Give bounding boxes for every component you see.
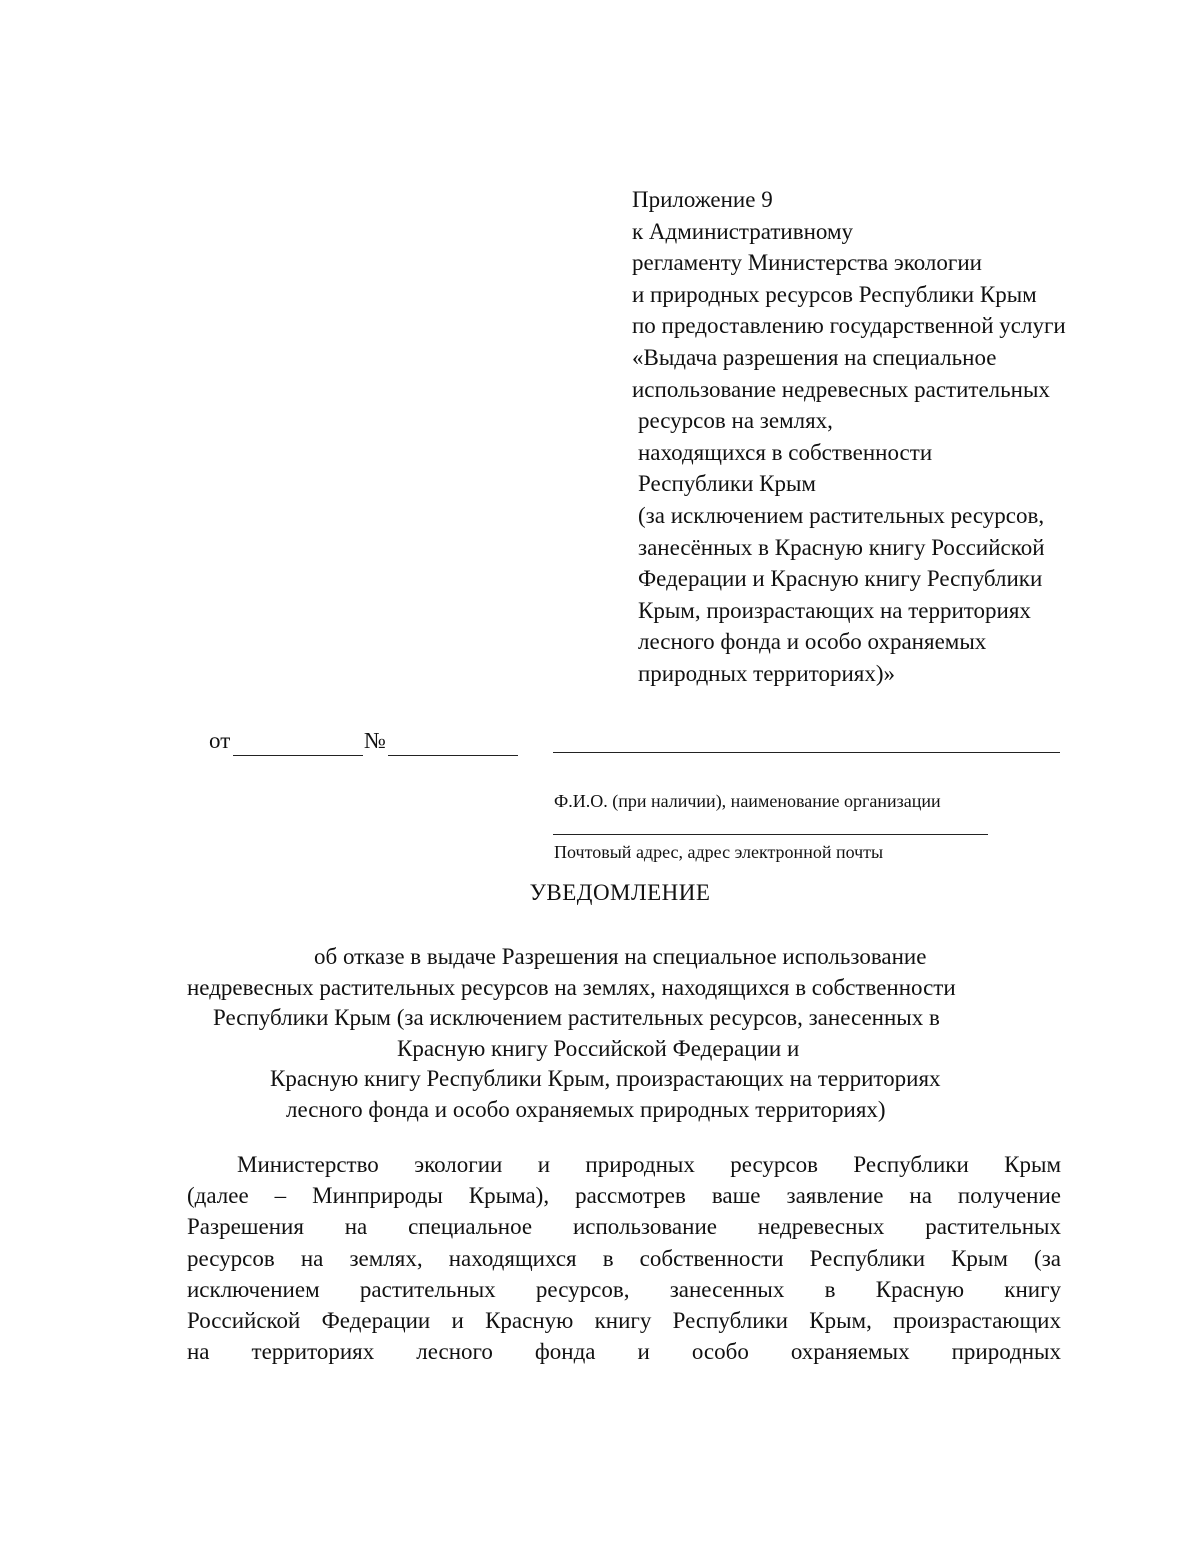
recipient-name-blank: [553, 752, 1060, 753]
appendix-line: занесённых в Красную книгу Российской: [638, 534, 1045, 560]
date-label: от: [209, 728, 231, 753]
subject-line: об отказе в выдаче Разрешения на специальное использование: [314, 944, 927, 969]
body-line: Российской Федерации и Красную книгу Республики Крым, произрастающих: [187, 1308, 1061, 1334]
recipient-name-caption: Ф.И.О. (при наличии), наименование организации: [554, 791, 941, 811]
notice-subject: [150, 942, 1100, 1126]
appendix-line: регламенту Министерства экологии: [632, 250, 982, 276]
body-line: на территориях лесного фонда и особо охраняемых природных: [187, 1339, 1061, 1365]
appendix-line: ресурсов на землях,: [638, 408, 833, 434]
appendix-line: использование недревесных растительных: [632, 376, 1050, 402]
appendix-line: «Выдача разрешения на специальное: [632, 344, 997, 370]
subject-line: недревесных растительных ресурсов на землях, находящихся в собственности: [187, 974, 956, 1000]
number-label: №: [364, 728, 386, 753]
subject-line: Красную книгу Республики Крым, произрастающих на территориях: [270, 1066, 941, 1092]
number-blank: [388, 755, 518, 756]
appendix-line: к Административному: [632, 218, 854, 244]
body-line: ресурсов на землях, находящихся в собственности Республики Крым (за: [187, 1245, 1061, 1271]
subject-line: Республики Крым (за исключением растительных ресурсов, занесенных в: [213, 1005, 940, 1031]
date-blank: [233, 755, 363, 756]
recipient-address-blank: [553, 834, 988, 835]
appendix-line: Федерации и Красную книгу Республики: [638, 566, 1043, 592]
appendix-line: природных территориях)»: [638, 660, 896, 686]
appendix-line: находящихся в собственности: [638, 439, 933, 465]
appendix-line: Республики Крым: [638, 471, 816, 497]
body-line: Министерство экологии и природных ресурсов Республики Крым: [237, 1152, 1061, 1177]
appendix-line: по предоставлению государственной услуги: [632, 313, 1066, 339]
body-line: Разрешения на специальное использование недревесных растительных: [187, 1214, 1061, 1240]
appendix-header: [632, 184, 1152, 690]
recipient-address-caption: Почтовый адрес, адрес электронной почты: [554, 842, 884, 862]
body-line: (далее – Минприроды Крыма), рассмотрев ваше заявление на получение: [187, 1183, 1061, 1209]
appendix-line: Крым, произрастающих на территориях: [638, 597, 1031, 623]
subject-line: лесного фонда и особо охраняемых природных территориях): [286, 1096, 886, 1122]
appendix-line: (за исключением растительных ресурсов,: [638, 502, 1045, 528]
notice-body: [187, 1149, 1061, 1367]
appendix-line: лесного фонда и особо охраняемых: [638, 629, 987, 655]
notice-title: УВЕДОМЛЕНИЕ: [529, 880, 711, 905]
appendix-line: и природных ресурсов Республики Крым: [632, 281, 1037, 307]
body-line: исключением растительных ресурсов, занесенных в Красную книгу: [187, 1276, 1061, 1302]
appendix-line: Приложение 9: [632, 187, 773, 212]
subject-line: Красную книгу Российской Федерации и: [397, 1035, 800, 1061]
